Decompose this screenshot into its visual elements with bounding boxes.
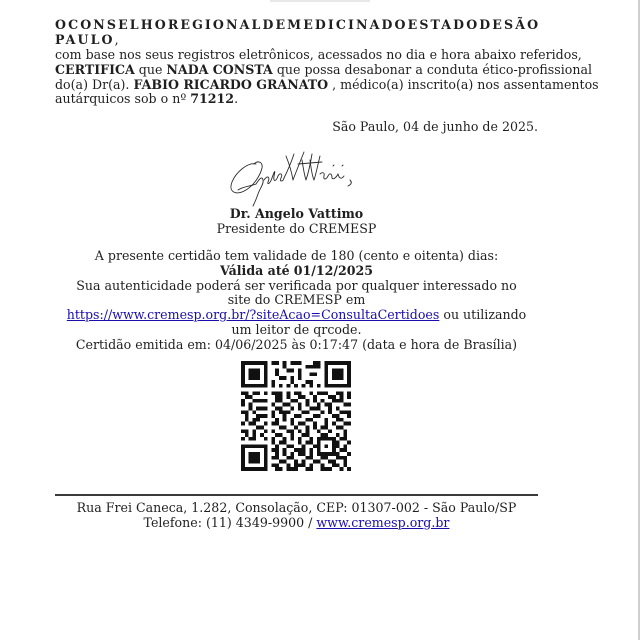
validity-line — [55, 249, 538, 279]
certifica-label: CERTIFICA — [55, 61, 135, 77]
doctor-name: FABIO RICARDO GRANATO — [133, 76, 329, 92]
body-text: autárquicos sob o nº — [55, 91, 191, 107]
crm-number: 71212 — [190, 91, 235, 107]
heading-comma: , — [114, 31, 121, 47]
heading-word: DE — [479, 17, 504, 32]
heading-word: O — [55, 17, 69, 32]
validity-block — [55, 249, 538, 353]
issuer-heading — [55, 17, 541, 48]
heading-word: MEDICINA — [287, 17, 382, 32]
verify-suffix: ou utilizando um leitor de qrcode. — [231, 307, 527, 337]
certificate-body — [55, 47, 599, 107]
body-text: que — [134, 61, 167, 77]
qr-code-icon — [241, 361, 351, 471]
nada-consta-label: NADA CONSTA — [166, 61, 273, 77]
signature-image — [226, 150, 366, 208]
heading-word: SÃO — [504, 17, 541, 32]
heading-line-1 — [55, 17, 541, 33]
body-text: do(a) Dr(a). — [55, 76, 134, 92]
footer-contact — [55, 516, 538, 531]
body-text: , médico(a) inscrito(a) nos assentamentos — [328, 76, 599, 92]
verify-line — [55, 308, 538, 338]
heading-word: PAULO — [55, 31, 115, 47]
valid-until-date: 01/12/2025 — [293, 262, 373, 278]
footer-address: Rua Frei Caneca, 1.282, Consolação, CEP: 01307-002 - São Paulo/SP — [76, 500, 517, 515]
heading-word: ESTADO — [407, 17, 480, 32]
signer-name: Dr. Angelo Vattimo — [229, 206, 364, 221]
cropped-header-remnant — [270, 0, 370, 2]
heading-word: DE — [262, 17, 288, 32]
place-date: São Paulo, 04 de junho de 2025. — [332, 119, 538, 134]
valid-until-label: Válida até — [219, 262, 290, 278]
validity-text: A presente certidão tem validade de 180 (cento e oitenta) dias: — [94, 248, 499, 263]
body-text: que possa desabonar a conduta ético-profissional — [272, 61, 592, 77]
authenticity-line — [55, 279, 538, 309]
heading-word: CONSELHO — [68, 17, 168, 32]
heading-line-2 — [55, 33, 538, 48]
footer-divider — [55, 494, 538, 496]
heading-word: REGIONAL — [167, 17, 263, 32]
footer-phone: Telefone: (11) 4349-9900 / — [143, 514, 317, 530]
body-line-2 — [55, 61, 592, 78]
verify-url-link[interactable]: https://www.cremesp.org.br/?siteAcao=ConsultaCertidoes — [66, 307, 440, 323]
signer-block — [55, 207, 538, 237]
body-line-1: com base nos seus registros eletrônicos, acessados no dia e hora abaixo referidos, — [55, 47, 582, 62]
body-line-3 — [55, 76, 599, 93]
body-line-4 — [55, 92, 538, 107]
issued-line: Certidão emitida em: 04/06/2025 às 0:17:47 (data e hora de Brasília) — [75, 336, 518, 352]
footer — [55, 501, 538, 531]
footer-website-link[interactable]: www.cremesp.org.br — [316, 514, 450, 530]
body-text: . — [234, 91, 239, 107]
authenticity-text: Sua autenticidade poderá ser verificada por qualquer interessado no site do CREMESP em — [76, 277, 517, 308]
heading-word: DO — [381, 17, 408, 32]
signer-title: Presidente do CREMESP — [216, 220, 377, 236]
